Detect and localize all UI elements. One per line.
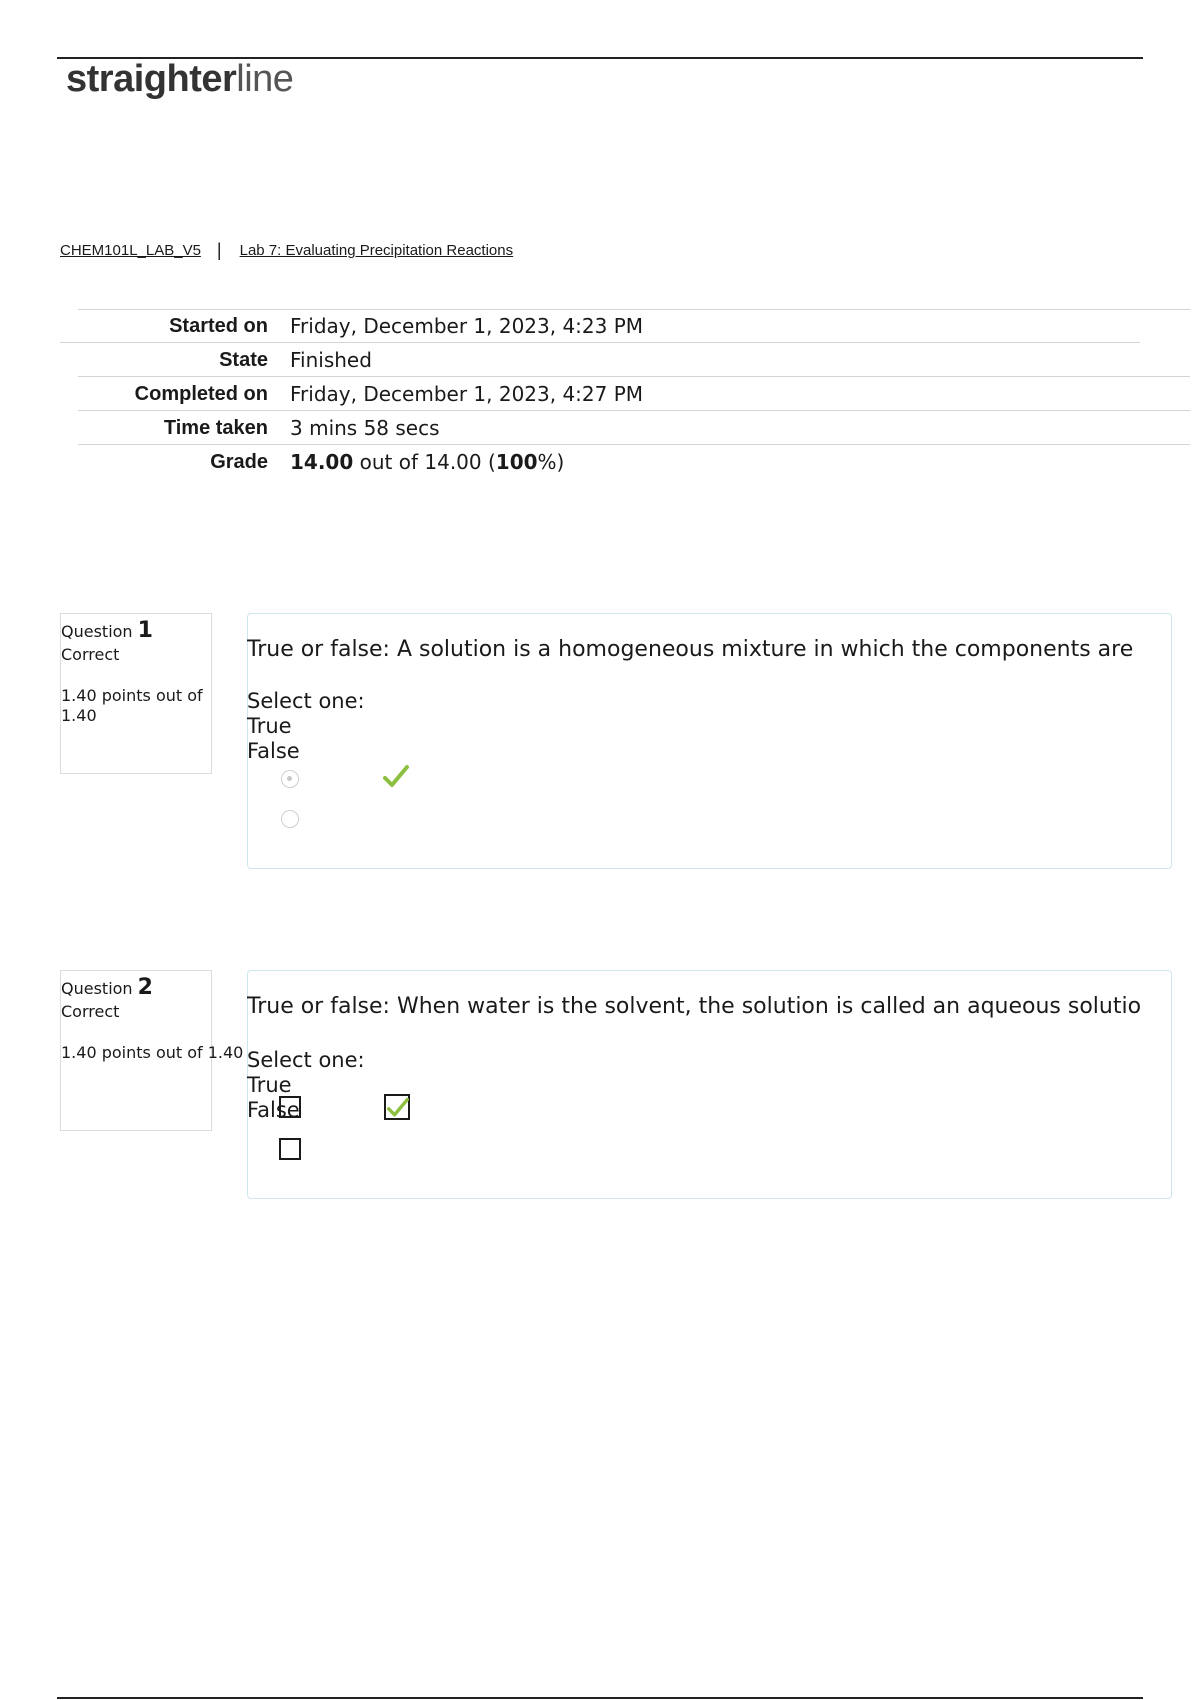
state-value: Finished bbox=[290, 348, 372, 372]
select-one-prompt: Select one: bbox=[247, 689, 365, 713]
question-number: Question 2 bbox=[61, 975, 153, 1000]
time-taken-label: Time taken bbox=[163, 416, 268, 439]
state-label: State bbox=[219, 348, 268, 371]
breadcrumb-quiz-link[interactable]: Lab 7: Evaluating Precipitation Reactions bbox=[239, 242, 514, 259]
grade-label: Grade bbox=[210, 450, 268, 473]
option-true-radio[interactable] bbox=[281, 770, 299, 788]
summary-row-state bbox=[60, 343, 1190, 377]
straighterline-logo: straighterline bbox=[66, 58, 294, 100]
question-grade: 1.40 points out of 1.40 bbox=[61, 686, 203, 725]
option-false-label: False bbox=[247, 739, 300, 763]
grade-value: 14.00 out of 14.00 (100%) bbox=[290, 450, 565, 474]
question-grade: 1.40 points out of 1.40 bbox=[61, 1043, 244, 1062]
question-2-text: True or false: When water is the solvent, the solution is called an aqueous solutio bbox=[247, 994, 1142, 1019]
option-true-label: True bbox=[247, 1073, 292, 1097]
summary-row-grade bbox=[60, 445, 1190, 479]
question-number: Question 1 bbox=[61, 618, 153, 643]
completed-on-label: Completed on bbox=[134, 382, 268, 405]
started-on-value: Friday, December 1, 2023, 4:23 PM bbox=[290, 314, 644, 338]
attempt-summary-table bbox=[60, 309, 1190, 479]
checkmark-icon bbox=[383, 764, 409, 790]
completed-on-value: Friday, December 1, 2023, 4:27 PM bbox=[290, 382, 644, 406]
question-2-info bbox=[60, 970, 244, 1131]
question-1-info bbox=[60, 613, 212, 774]
option-false-checkbox[interactable] bbox=[279, 1138, 301, 1160]
question-state: Correct bbox=[61, 1002, 120, 1021]
question-1-text: True or false: A solution is a homogeneous mixture in which the components are bbox=[247, 637, 1134, 662]
question-state: Correct bbox=[61, 645, 120, 664]
checkmark-icon bbox=[387, 1097, 409, 1119]
option-false-radio[interactable] bbox=[281, 810, 299, 828]
breadcrumb bbox=[60, 240, 513, 261]
summary-row-started bbox=[60, 309, 1190, 343]
summary-row-time bbox=[60, 411, 1190, 445]
bottom-rule bbox=[57, 1697, 1143, 1699]
question-2-answer bbox=[247, 1048, 365, 1123]
option-false-label: False bbox=[247, 1098, 300, 1122]
time-taken-value: 3 mins 58 secs bbox=[290, 416, 440, 440]
started-on-label: Started on bbox=[169, 314, 268, 337]
option-true-checkbox[interactable] bbox=[279, 1096, 301, 1118]
select-one-prompt: Select one: bbox=[247, 1048, 365, 1072]
breadcrumb-separator: | bbox=[216, 240, 222, 260]
option-true-label: True bbox=[247, 714, 292, 738]
summary-row-completed bbox=[60, 377, 1190, 411]
breadcrumb-course-link[interactable]: CHEM101L_LAB_V5 bbox=[60, 242, 201, 259]
question-1-answer bbox=[247, 689, 365, 764]
